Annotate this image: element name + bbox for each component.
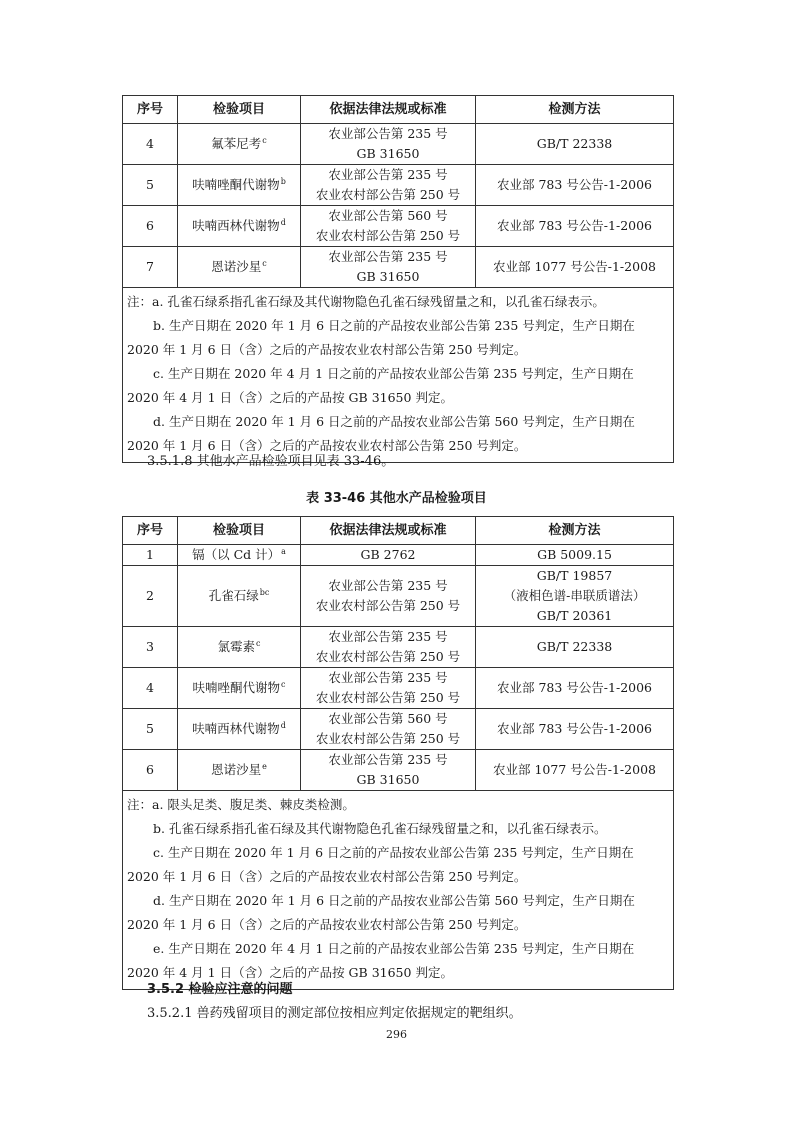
cell-no: 7 (123, 247, 178, 288)
cell-item (178, 566, 301, 627)
cell-item (178, 627, 301, 668)
note-line: 2020 年 1 月 6 日（含）之后的产品按农业农村部公告第 250 号判定。 (127, 917, 527, 932)
cell-no: 5 (123, 165, 178, 206)
footnote-marker: d (280, 218, 286, 227)
method-line: 农业部 783 号公告-1-2006 (496, 721, 653, 736)
cell-basis (301, 627, 476, 668)
item-name: 呋喃西林代谢物 (192, 218, 280, 233)
footnote-marker: d (280, 721, 286, 730)
cell-no: 6 (123, 206, 178, 247)
paragraph-3-5-1-8: 3.5.1.8 其他水产品检验项目见表 33-46。 (147, 454, 395, 469)
cell-item (178, 206, 301, 247)
table-row (123, 566, 674, 627)
cell-no: 2 (123, 566, 178, 627)
other-aquatic-products-table (122, 516, 674, 990)
basis-line: 农业部公告第 560 号 (328, 711, 448, 726)
cell-method (476, 668, 674, 709)
item-name: 镉（以 Cd 计） (192, 547, 281, 562)
note-line: d. 生产日期在 2020 年 1 月 6 日之前的产品按农业部公告第 560 号判定，生产日期在 (153, 893, 635, 908)
header-basis: 依据法律法规或标准 (301, 517, 476, 545)
header-no: 序号 (123, 517, 178, 545)
cell-basis (301, 709, 476, 750)
table-row (123, 165, 674, 206)
cell-item (178, 124, 301, 165)
cell-no: 1 (123, 545, 178, 566)
basis-line: GB 31650 (356, 269, 420, 284)
cell-method (476, 709, 674, 750)
basis-line: 农业部公告第 235 号 (328, 670, 448, 685)
note-line: b. 生产日期在 2020 年 1 月 6 日之前的产品按农业部公告第 235 号判定，生产日期在 (153, 318, 635, 333)
cell-item (178, 668, 301, 709)
header-no: 序号 (123, 96, 178, 124)
table-header-row (123, 517, 674, 545)
footnote-marker: b (280, 177, 286, 186)
cell-method (476, 247, 674, 288)
cell-basis (301, 566, 476, 627)
method-line: GB/T 20361 (536, 608, 613, 623)
cell-basis (301, 750, 476, 791)
table-row (123, 545, 674, 566)
basis-line: 农业农村部公告第 250 号 (315, 228, 461, 243)
header-basis: 依据法律法规或标准 (301, 96, 476, 124)
cell-no: 6 (123, 750, 178, 791)
method-line: GB/T 22338 (536, 136, 613, 151)
table-row (123, 124, 674, 165)
footnote-marker: c (262, 136, 267, 145)
basis-line: 农业农村部公告第 250 号 (315, 731, 461, 746)
basis-line: 农业部公告第 235 号 (328, 752, 448, 767)
table-notes (123, 791, 674, 990)
cell-item (178, 247, 301, 288)
table-row (123, 709, 674, 750)
method-line: 农业部 783 号公告-1-2006 (496, 680, 653, 695)
cell-basis (301, 545, 476, 566)
header-method: 检测方法 (476, 517, 674, 545)
method-line: 农业部 1077 号公告-1-2008 (493, 259, 656, 274)
method-line: GB/T 22338 (536, 639, 613, 654)
basis-line: 农业部公告第 235 号 (328, 249, 448, 264)
table-row (123, 668, 674, 709)
note-line: 2020 年 4 月 1 日（含）之后的产品按 GB 31650 判定。 (127, 965, 453, 980)
cell-method (476, 165, 674, 206)
inspection-table-continued (122, 95, 674, 463)
table-notes (123, 288, 674, 463)
basis-line: 农业部公告第 560 号 (328, 208, 448, 223)
note-line: e. 生产日期在 2020 年 4 月 1 日之前的产品按农业部公告第 235 号判定，生产日期在 (153, 941, 635, 956)
table-row (123, 247, 674, 288)
method-line: 农业部 783 号公告-1-2006 (496, 218, 653, 233)
item-name: 呋喃西林代谢物 (192, 721, 280, 736)
paragraph-3-5-2-1: 3.5.2.1 兽药残留项目的测定部位按相应判定依据规定的靶组织。 (147, 1006, 522, 1021)
method-line: 农业部 783 号公告-1-2006 (496, 177, 653, 192)
item-name: 恩诺沙星 (211, 762, 262, 777)
page-number: 296 (386, 1028, 407, 1041)
cell-item (178, 709, 301, 750)
cell-basis (301, 124, 476, 165)
footnote-marker: bc (259, 588, 270, 597)
method-line: 农业部 1077 号公告-1-2008 (493, 762, 656, 777)
note-line: 注：a. 孔雀石绿系指孔雀石绿及其代谢物隐色孔雀石绿残留量之和，以孔雀石绿表示。 (127, 294, 605, 309)
note-line: 注：a. 限头足类、腹足类、棘皮类检测。 (127, 797, 355, 812)
header-method: 检测方法 (476, 96, 674, 124)
cell-basis (301, 668, 476, 709)
cell-item (178, 545, 301, 566)
item-name: 呋喃唑酮代谢物 (192, 177, 280, 192)
cell-no: 5 (123, 709, 178, 750)
basis-line: GB 31650 (356, 772, 420, 787)
cell-item (178, 165, 301, 206)
cell-method (476, 206, 674, 247)
table-row (123, 627, 674, 668)
basis-line: 农业部公告第 235 号 (328, 167, 448, 182)
item-name: 呋喃唑酮代谢物 (192, 680, 281, 695)
item-name: 氟苯尼考 (211, 136, 262, 151)
basis-line: 农业农村部公告第 250 号 (315, 649, 461, 664)
basis-line: GB 2762 (360, 547, 416, 562)
item-name: 恩诺沙星 (211, 259, 262, 274)
cell-no: 3 (123, 627, 178, 668)
notes-row (123, 791, 674, 990)
note-line: 2020 年 1 月 6 日（含）之后的产品按农业农村部公告第 250 号判定。 (127, 869, 527, 884)
notes-row (123, 288, 674, 463)
basis-line: 农业农村部公告第 250 号 (315, 690, 461, 705)
cell-no: 4 (123, 124, 178, 165)
footnote-marker: a (281, 547, 286, 556)
header-item: 检验项目 (178, 517, 301, 545)
method-line: GB/T 19857 (536, 568, 613, 583)
cell-method (476, 750, 674, 791)
cell-basis (301, 247, 476, 288)
note-line: b. 孔雀石绿系指孔雀石绿及其代谢物隐色孔雀石绿残留量之和，以孔雀石绿表示。 (153, 821, 607, 836)
note-line: c. 生产日期在 2020 年 1 月 6 日之前的产品按农业部公告第 235 号判定，生产日期在 (153, 845, 634, 860)
basis-line: 农业农村部公告第 250 号 (315, 598, 461, 613)
cell-no: 4 (123, 668, 178, 709)
note-line: 2020 年 4 月 1 日（含）之后的产品按 GB 31650 判定。 (127, 390, 453, 405)
cell-basis (301, 206, 476, 247)
item-name: 孔雀石绿 (208, 588, 259, 603)
cell-method (476, 627, 674, 668)
cell-item (178, 750, 301, 791)
note-line: 2020 年 1 月 6 日（含）之后的产品按农业农村部公告第 250 号判定。 (127, 342, 527, 357)
table-row (123, 750, 674, 791)
note-line: d. 生产日期在 2020 年 1 月 6 日之前的产品按农业部公告第 560 号判定，生产日期在 (153, 414, 635, 429)
basis-line: 农业部公告第 235 号 (328, 578, 448, 593)
footnote-marker: c (256, 639, 261, 648)
method-line: GB 5009.15 (537, 547, 612, 562)
basis-line: 农业部公告第 235 号 (328, 629, 448, 644)
cell-basis (301, 165, 476, 206)
cell-method (476, 566, 674, 627)
basis-line: 农业部公告第 235 号 (328, 126, 448, 141)
footnote-marker: c (281, 680, 286, 689)
section-heading: 3.5.2 检验应注意的问题 (147, 982, 293, 997)
footnote-marker: c (262, 259, 267, 268)
basis-line: GB 31650 (356, 146, 420, 161)
table-header-row (123, 96, 674, 124)
item-name: 氯霉素 (217, 639, 256, 654)
method-line: （液相色谱-串联质谱法） (503, 588, 646, 603)
note-line: c. 生产日期在 2020 年 4 月 1 日之前的产品按农业部公告第 235 号判定，生产日期在 (153, 366, 634, 381)
note-line: 2020 年 1 月 6 日（含）之后的产品按农业农村部公告第 250 号判定。 (127, 438, 527, 453)
cell-method (476, 124, 674, 165)
cell-method (476, 545, 674, 566)
table-caption: 表 33-46 其他水产品检验项目 (306, 491, 487, 506)
footnote-marker: e (262, 762, 267, 771)
basis-line: 农业农村部公告第 250 号 (315, 187, 461, 202)
table-row (123, 206, 674, 247)
header-item: 检验项目 (178, 96, 301, 124)
